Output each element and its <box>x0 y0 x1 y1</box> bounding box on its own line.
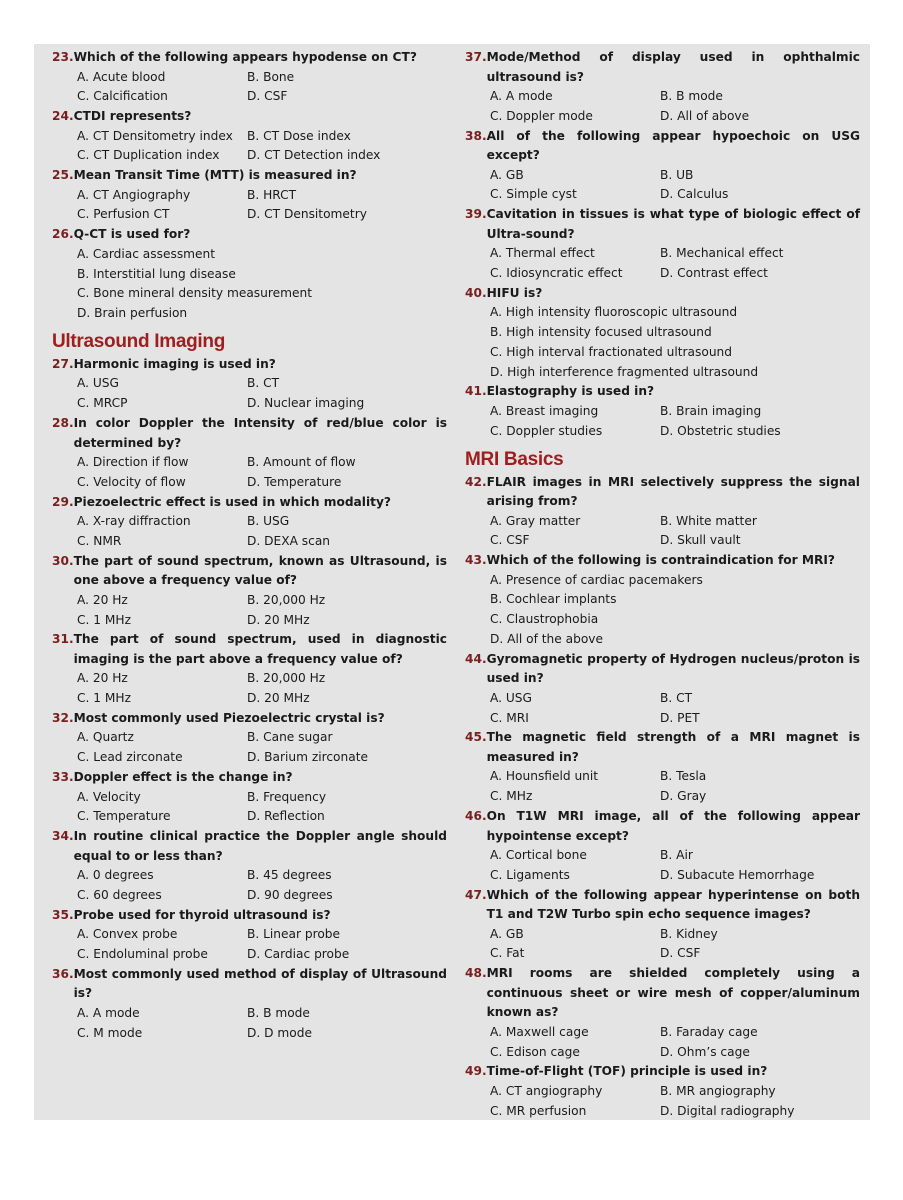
answer-option: C. MHz <box>490 789 533 804</box>
question-prompt: HIFU is? <box>486 285 543 300</box>
question-number: 47. <box>465 887 487 902</box>
answer-option: C. NMR <box>77 533 122 548</box>
answer-option: B. UB <box>660 167 694 182</box>
answer-option: D. Subacute Hemorrhage <box>660 867 815 882</box>
question-prompt: Mean Transit Time (MTT) is measured in? <box>73 168 357 183</box>
answer-option: C. Calcification <box>77 89 168 104</box>
question-prompt: Which of the following is contraindication for MRI? <box>486 553 836 568</box>
question-prompt: Elastography is used in? <box>486 384 655 399</box>
option-list <box>490 846 860 886</box>
question-number: 29. <box>52 494 74 509</box>
answer-option: B. Brain imaging <box>660 403 762 418</box>
answer-option: D. Obstetric studies <box>660 423 781 438</box>
question-prompt: The part of sound spectrum, known as Ultrasound, is one above a frequency value of? <box>73 553 447 588</box>
question-item <box>465 650 860 729</box>
answer-option: D. 90 degrees <box>247 887 333 902</box>
answer-option: D. CSF <box>660 946 701 961</box>
answer-option: A. 20 Hz <box>77 592 128 607</box>
right-column <box>465 48 860 1121</box>
answer-option: B. Linear probe <box>247 927 341 942</box>
answer-option: B. USG <box>247 514 290 529</box>
question-item <box>465 728 860 807</box>
answer-option: C. 1 MHz <box>77 612 131 627</box>
answer-option: B. 45 degrees <box>247 868 332 883</box>
question-text <box>465 382 860 402</box>
answer-option: C. Temperature <box>77 809 171 824</box>
answer-option: D. CT Detection index <box>247 148 381 163</box>
question-text <box>52 493 447 513</box>
question-number: 31. <box>52 632 74 647</box>
question-prompt: MRI rooms are shielded completely using a continuous sheet or wire mesh of copper/aluminum known as? <box>486 966 860 1020</box>
question-text <box>465 964 860 1023</box>
answer-option: C. High interval fractionated ultrasound <box>490 344 733 359</box>
answer-option: D. CSF <box>247 89 288 104</box>
answer-option: B. Faraday cage <box>660 1024 758 1039</box>
answer-option: D. Brain perfusion <box>77 306 188 321</box>
answer-option: D. DEXA scan <box>247 533 331 548</box>
question-item <box>465 205 860 284</box>
option-list <box>490 571 860 650</box>
answer-option: C. Simple cyst <box>490 187 577 202</box>
option-list <box>77 512 447 552</box>
answer-option: B. 20,000 Hz <box>247 671 326 686</box>
question-item <box>465 473 860 552</box>
answer-option: D. All of the above <box>490 632 603 647</box>
answer-option: A. Presence of cardiac pacemakers <box>490 572 703 587</box>
answer-option: A. A mode <box>77 1005 140 1020</box>
answer-option: D. All of above <box>660 108 750 123</box>
question-prompt: On T1W MRI image, all of the following appear hypointense except? <box>486 809 860 843</box>
question-item <box>52 965 447 1044</box>
question-item <box>52 709 447 768</box>
answer-option: A. CT Densitometry index <box>77 128 233 143</box>
answer-option: D. High interference fragmented ultrasound <box>490 364 759 379</box>
option-list <box>490 767 860 807</box>
option-list <box>77 669 447 709</box>
answer-option: B. CT Dose index <box>247 128 351 143</box>
option-list <box>490 925 860 965</box>
answer-option: A. Hounsfield unit <box>490 769 599 784</box>
question-text <box>465 1062 860 1082</box>
question-number: 35. <box>52 907 74 922</box>
answer-option: A. Cardiac assessment <box>77 246 216 261</box>
answer-option: D. Digital radiography <box>660 1103 795 1118</box>
section-title: Ultrasound Imaging <box>52 330 225 352</box>
answer-option: A. High intensity fluoroscopic ultrasound <box>490 305 738 320</box>
question-prompt: CTDI represents? <box>73 109 192 124</box>
question-number: 25. <box>52 168 74 183</box>
question-item <box>52 768 447 827</box>
option-list <box>77 127 447 167</box>
answer-option: B. Tesla <box>660 769 707 784</box>
question-prompt: Cavitation in tissues is what type of biologic effect of Ultra-sound? <box>486 207 860 241</box>
answer-option: A. 0 degrees <box>77 868 154 883</box>
answer-option: C. Perfusion CT <box>77 207 170 222</box>
option-list <box>77 866 447 906</box>
question-item <box>465 48 860 127</box>
question-prompt: All of the following appear hypoechoic on USG except? <box>486 128 860 163</box>
question-prompt: Most commonly used method of display of Ultrasound is? <box>73 966 447 1001</box>
answer-option: B. Kidney <box>660 926 718 941</box>
answer-option: D. Cardiac probe <box>247 947 350 962</box>
answer-option: B. B mode <box>660 89 723 103</box>
answer-option: B. 20,000 Hz <box>247 592 326 607</box>
question-prompt: Most commonly used Piezoelectric crystal is? <box>73 710 385 725</box>
question-number: 37. <box>465 50 487 64</box>
question-text <box>465 650 860 689</box>
question-prompt: The part of sound spectrum, used in diagnostic imaging is the part above a frequency value of? <box>73 632 447 666</box>
option-list <box>77 186 447 226</box>
answer-option: B. MR angiography <box>660 1083 776 1098</box>
question-item <box>465 551 860 650</box>
answer-option: B. CT <box>247 376 280 391</box>
answer-option: D. PET <box>660 710 700 725</box>
answer-option: C. MR perfusion <box>490 1103 587 1118</box>
answer-option: D. 20 MHz <box>247 691 310 706</box>
question-text <box>52 906 447 926</box>
answer-option: A. Breast imaging <box>490 403 599 418</box>
answer-option: B. High intensity focused ultrasound <box>490 325 712 340</box>
question-item <box>52 355 447 414</box>
answer-option: D. Skull vault <box>660 533 741 548</box>
question-text <box>465 886 860 925</box>
question-prompt: Harmonic imaging is used in? <box>73 356 276 371</box>
answer-option: C. Idiosyncratic effect <box>490 265 623 280</box>
question-item <box>465 127 860 206</box>
question-number: 24. <box>52 109 74 124</box>
question-number: 40. <box>465 285 487 300</box>
answer-option: C. Fat <box>490 946 525 961</box>
question-number: 48. <box>465 966 487 981</box>
answer-option: A. CT angiography <box>490 1083 603 1098</box>
answer-option: C. Doppler mode <box>490 108 593 123</box>
question-number: 38. <box>465 128 487 143</box>
answer-option: B. B mode <box>247 1005 310 1020</box>
answer-option: B. Frequency <box>247 789 327 804</box>
question-text <box>52 225 447 245</box>
question-number: 41. <box>465 384 487 399</box>
answer-option: B. CT <box>660 690 693 705</box>
question-number: 36. <box>52 966 74 981</box>
question-item <box>52 827 447 906</box>
question-text <box>52 552 447 591</box>
question-item <box>52 906 447 965</box>
question-item <box>465 964 860 1062</box>
answer-option: D. Nuclear imaging <box>247 396 365 411</box>
answer-option: A. USG <box>77 376 119 391</box>
question-item <box>465 382 860 441</box>
question-text <box>52 768 447 788</box>
answer-option: A. Direction if flow <box>77 455 189 470</box>
answer-option: A. Quartz <box>77 730 134 745</box>
question-item <box>465 886 860 965</box>
question-text <box>52 107 447 127</box>
question-prompt: In color Doppler the Intensity of red/blue color is determined by? <box>73 416 447 450</box>
answer-option: B. Cochlear implants <box>490 592 617 607</box>
question-text <box>52 355 447 375</box>
answer-option: B. White matter <box>660 513 757 528</box>
question-text <box>52 827 447 866</box>
answer-option: C. M mode <box>77 1025 143 1040</box>
answer-option: A. Cortical bone <box>490 848 587 863</box>
question-item <box>52 166 447 225</box>
option-list <box>490 689 860 729</box>
answer-option: C. MRCP <box>77 396 128 411</box>
question-number: 23. <box>52 50 74 64</box>
answer-option: A. CT Angiography <box>77 187 191 202</box>
question-text <box>465 205 860 244</box>
question-item <box>465 284 860 383</box>
answer-option: A. Maxwell cage <box>490 1024 589 1039</box>
question-number: 39. <box>465 207 487 222</box>
question-number: 42. <box>465 474 487 489</box>
answer-option: B. Interstitial lung disease <box>77 266 236 281</box>
question-item <box>52 414 447 493</box>
answer-option: A. Convex probe <box>77 927 178 942</box>
answer-option: A. X-ray diffraction <box>77 514 191 529</box>
question-item <box>465 1062 860 1121</box>
question-prompt: Gyromagnetic property of Hydrogen nucleus/proton is used in? <box>486 651 860 686</box>
question-item <box>52 552 447 631</box>
question-text <box>52 166 447 186</box>
option-list <box>490 303 860 382</box>
question-prompt: Mode/Method of display used in ophthalmic ultrasound is? <box>486 50 860 84</box>
question-text <box>465 728 860 767</box>
answer-option: D. Barium zirconate <box>247 750 368 765</box>
question-number: 46. <box>465 809 487 824</box>
option-list <box>77 925 447 965</box>
answer-option: B. Bone <box>247 69 295 84</box>
answer-option: B. Amount of flow <box>247 455 356 470</box>
option-list <box>490 512 860 552</box>
question-number: 33. <box>52 770 74 785</box>
question-item <box>465 807 860 886</box>
question-prompt: Q-CT is used for? <box>73 227 191 242</box>
left-column <box>52 48 447 1043</box>
answer-option: D. D mode <box>247 1025 312 1040</box>
question-text <box>465 48 860 87</box>
answer-option: C. Doppler studies <box>490 423 603 438</box>
answer-option: D. CT Densitometry <box>247 207 367 222</box>
question-prompt: Piezoelectric effect is used in which modality? <box>73 494 391 509</box>
question-number: 44. <box>465 651 487 666</box>
question-text <box>465 473 860 512</box>
option-list <box>77 453 447 493</box>
answer-option: B. Cane sugar <box>247 730 333 745</box>
question-item <box>52 493 447 552</box>
answer-option: C. Endoluminal probe <box>77 947 208 962</box>
question-number: 34. <box>52 829 74 844</box>
answer-option: B. Mechanical effect <box>660 246 784 261</box>
option-list <box>490 166 860 206</box>
question-prompt: Probe used for thyroid ultrasound is? <box>73 907 331 922</box>
question-prompt: The magnetic field strength of a MRI magnet is measured in? <box>486 730 860 764</box>
option-list <box>77 1004 447 1044</box>
question-text <box>465 551 860 571</box>
answer-option: C. Lead zirconate <box>77 750 183 765</box>
answer-option: C. 1 MHz <box>77 691 131 706</box>
option-list <box>490 402 860 442</box>
question-item <box>52 107 447 166</box>
option-list <box>77 728 447 768</box>
question-text <box>52 965 447 1004</box>
question-text <box>465 807 860 846</box>
answer-option: C. Claustrophobia <box>490 612 599 627</box>
answer-option: A. Acute blood <box>77 69 166 84</box>
question-prompt: Which of the following appear hyperintense on both T1 and T2W Turbo spin echo sequence images? <box>486 887 860 922</box>
answer-option: C. Velocity of flow <box>77 474 186 489</box>
answer-option: D. Ohm’s cage <box>660 1044 750 1059</box>
question-text <box>465 127 860 166</box>
option-list <box>490 244 860 284</box>
question-number: 28. <box>52 416 74 431</box>
answer-option: A. A mode <box>490 89 553 103</box>
section-title: MRI Basics <box>465 448 564 470</box>
answer-option: D. Contrast effect <box>660 265 768 280</box>
answer-option: A. GB <box>490 167 524 182</box>
answer-option: A. 20 Hz <box>77 671 128 686</box>
question-number: 27. <box>52 356 74 371</box>
option-list <box>77 788 447 828</box>
question-number: 49. <box>465 1064 487 1079</box>
question-number: 32. <box>52 710 74 725</box>
question-number: 30. <box>52 553 74 568</box>
answer-option: A. Gray matter <box>490 513 581 528</box>
answer-option: C. Edison cage <box>490 1044 580 1059</box>
option-list <box>77 374 447 414</box>
answer-option: D. Temperature <box>247 474 342 489</box>
answer-option: B. HRCT <box>247 187 297 202</box>
answer-option: D. Calculus <box>660 187 729 202</box>
answer-option: A. Thermal effect <box>490 246 595 261</box>
answer-option: C. 60 degrees <box>77 887 162 902</box>
option-list <box>490 1082 860 1122</box>
question-item <box>52 48 447 107</box>
answer-option: A. GB <box>490 926 524 941</box>
answer-option: C. Bone mineral density measurement <box>77 286 312 301</box>
question-prompt: FLAIR images in MRI selectively suppress the signal arising from? <box>486 474 860 509</box>
option-list <box>77 591 447 631</box>
answer-option: B. Air <box>660 848 693 863</box>
answer-option: D. Gray <box>660 789 707 804</box>
answer-option: A. Velocity <box>77 789 141 804</box>
question-prompt: Doppler effect is the change in? <box>73 770 293 785</box>
option-list <box>490 87 860 127</box>
answer-option: C. Ligaments <box>490 867 570 882</box>
question-text <box>52 630 447 669</box>
question-prompt: In routine clinical practice the Doppler angle should equal to or less than? <box>73 829 447 863</box>
answer-option: D. Reflection <box>247 809 325 824</box>
answer-option: A. USG <box>490 690 532 705</box>
question-text <box>52 48 447 68</box>
question-prompt: Which of the following appears hypodense on CT? <box>73 50 417 64</box>
option-list <box>490 1023 860 1063</box>
question-number: 43. <box>465 553 487 568</box>
question-text <box>52 414 447 453</box>
answer-option: D. 20 MHz <box>247 612 310 627</box>
answer-option: C. CT Duplication index <box>77 148 220 163</box>
answer-option: C. CSF <box>490 533 530 548</box>
question-number: 45. <box>465 730 487 745</box>
question-text <box>465 284 860 304</box>
answer-option: C. MRI <box>490 710 529 725</box>
question-item <box>52 225 447 324</box>
question-text <box>52 709 447 729</box>
question-prompt: Time-of-Flight (TOF) principle is used in? <box>486 1064 768 1079</box>
question-number: 26. <box>52 227 74 242</box>
option-list <box>77 68 447 108</box>
question-item <box>52 630 447 709</box>
option-list <box>77 245 447 324</box>
